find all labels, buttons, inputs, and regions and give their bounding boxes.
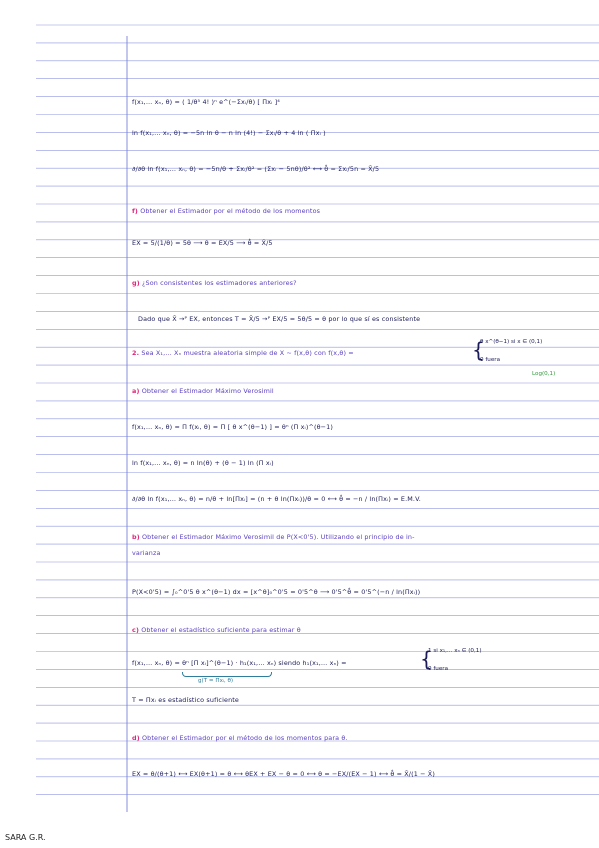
line-text: T = Πxᵢ es estadístico suficiente <box>132 696 240 704</box>
line-prefix: c) <box>132 626 140 634</box>
line-sufficient <box>132 694 599 706</box>
section-b-heading <box>132 531 599 543</box>
line-text: Obtener el Estimador por el método de los momentos <box>138 207 321 215</box>
line-text: ¿Son consistentes los estimadores anteriores? <box>139 279 297 287</box>
line-factorization <box>132 657 599 669</box>
line-prefix: a) <box>132 387 140 395</box>
line-text: ln f(x₁,… xₙ, θ) = n/θ + ln[Πxᵢ] = (n + θ ln(Πxᵢ))/θ = 0 ⟷ θ̂ = −n / ln(Πxᵢ) = E.M.V. <box>145 495 421 503</box>
line-text: varianza <box>132 549 161 557</box>
line-joint-density <box>132 96 599 108</box>
line-prefix: ∂/∂θ <box>132 165 146 173</box>
line-text: ln f(x₁,… xₙ, θ) = −5n ln θ − n ln (4!) − Σxᵢ/θ + 4 ln ( Πxᵢ ) <box>132 129 326 137</box>
line-prefix: f) <box>132 207 139 215</box>
line-text: f(x₁,… xₙ, θ) = ( 1/θ⁵ 4! )ⁿ e^(−Σxᵢ/θ) [ Πxᵢ ]⁴ <box>132 98 280 106</box>
section-d-heading <box>132 732 599 744</box>
line-text: Obtener el Estimador Máximo Verosimil <box>139 387 274 395</box>
line-likelihood-product <box>132 421 599 433</box>
section-g-heading <box>132 277 599 289</box>
line-prefix: g) <box>132 279 140 287</box>
density-case-2: 0 fuera <box>480 357 501 363</box>
line-prefix: d) <box>132 734 140 742</box>
line-text: Dado que X̄ →ᴾ EX, entonces T = X̄/5 →ᴾ EX/5 = 5θ/5 = θ por lo que sí es consistente <box>138 315 421 323</box>
line-moments-2 <box>132 768 599 780</box>
line-prefix: 2. <box>132 349 140 357</box>
line-derivative <box>132 163 599 175</box>
line-emv <box>132 493 599 505</box>
density-case-1: θ x^(θ−1) si x ∈ (0,1) <box>480 339 543 345</box>
h-case-2: 0 fuera <box>428 666 449 672</box>
g-underbrace <box>182 672 272 677</box>
section-c-heading <box>132 624 599 636</box>
line-text: f(x₁,… xₙ, θ) = θⁿ [Π xᵢ]^(θ−1) · h₁(x₁,… xₙ) siendo h₁(x₁,… xₙ) = <box>132 659 347 667</box>
line-log-likelihood <box>132 127 599 139</box>
g-note: g(T = Πxᵢ, θ) <box>198 678 234 684</box>
line-prefix: ∂/∂θ <box>132 495 146 503</box>
brace-symbol: { <box>420 647 433 671</box>
line-text: P(X<0'5) = ∫₀^0'5 θ x^(θ−1) dx = [x^θ]₀^0'5 = 0'5^θ ⟶ 0'5^θ̂ = 0'5^(−n / ln(Πxᵢ)) <box>132 588 421 596</box>
line-text: Sea X₁,… Xₙ muestra aleatoria simple de X ~ f(x,θ) con f(x,θ) = <box>139 349 354 357</box>
density-note: Log(0,1) <box>532 371 556 377</box>
line-text: ln f(x₁,… xₙ, θ) = −5n/θ + Σxᵢ/θ² = (Σxᵢ − 5nθ)/θ² ⟷ θ̂ = Σxᵢ/5n = X̄/5 <box>145 165 380 173</box>
line-text: Obtener el estadístico suficiente para estimar θ <box>139 626 301 634</box>
section-b-heading-cont <box>132 547 599 559</box>
line-text: Obtener el Estimador por el método de los momentos para θ. <box>139 734 348 742</box>
problem-2-heading <box>132 347 599 359</box>
line-text: EX = 5/(1/θ) = 5θ ⟶ θ = EX/5 ⟶ θ̂ = X̄/5 <box>132 239 273 247</box>
line-probability <box>132 586 599 598</box>
line-prefix: b) <box>132 533 140 541</box>
line-consistency <box>138 313 599 325</box>
section-f-heading <box>132 205 599 217</box>
line-text: EX = θ/(θ+1) ⟷ EX(θ+1) = θ ⟷ θEX + EX − θ = 0 ⟷ θ = −EX/(EX − 1) ⟷ θ̂ = X̄/(1 − X̄) <box>132 770 435 778</box>
brace-symbol: { <box>472 338 485 362</box>
line-text: Obtener el Estimador Máximo Verosimil de P(X<0'5). Utilizando el principio de in- <box>139 533 415 541</box>
h-case-1: 1 si x₁,… xₙ ∈ (0,1) <box>428 648 482 654</box>
line-text: ln f(x₁,… xₙ, θ) = n ln(θ) + (θ − 1) ln (Π xᵢ) <box>132 459 274 467</box>
signature: SARA G.R. <box>5 833 46 842</box>
section-a-heading <box>132 385 599 397</box>
line-log-likelihood-2 <box>132 457 599 469</box>
line-moments <box>132 237 599 249</box>
line-text: f(x₁,… xₙ, θ) = Π f(xᵢ, θ) = Π [ θ x^(θ−1) ] = θⁿ (Π xᵢ)^(θ−1) <box>132 423 334 431</box>
